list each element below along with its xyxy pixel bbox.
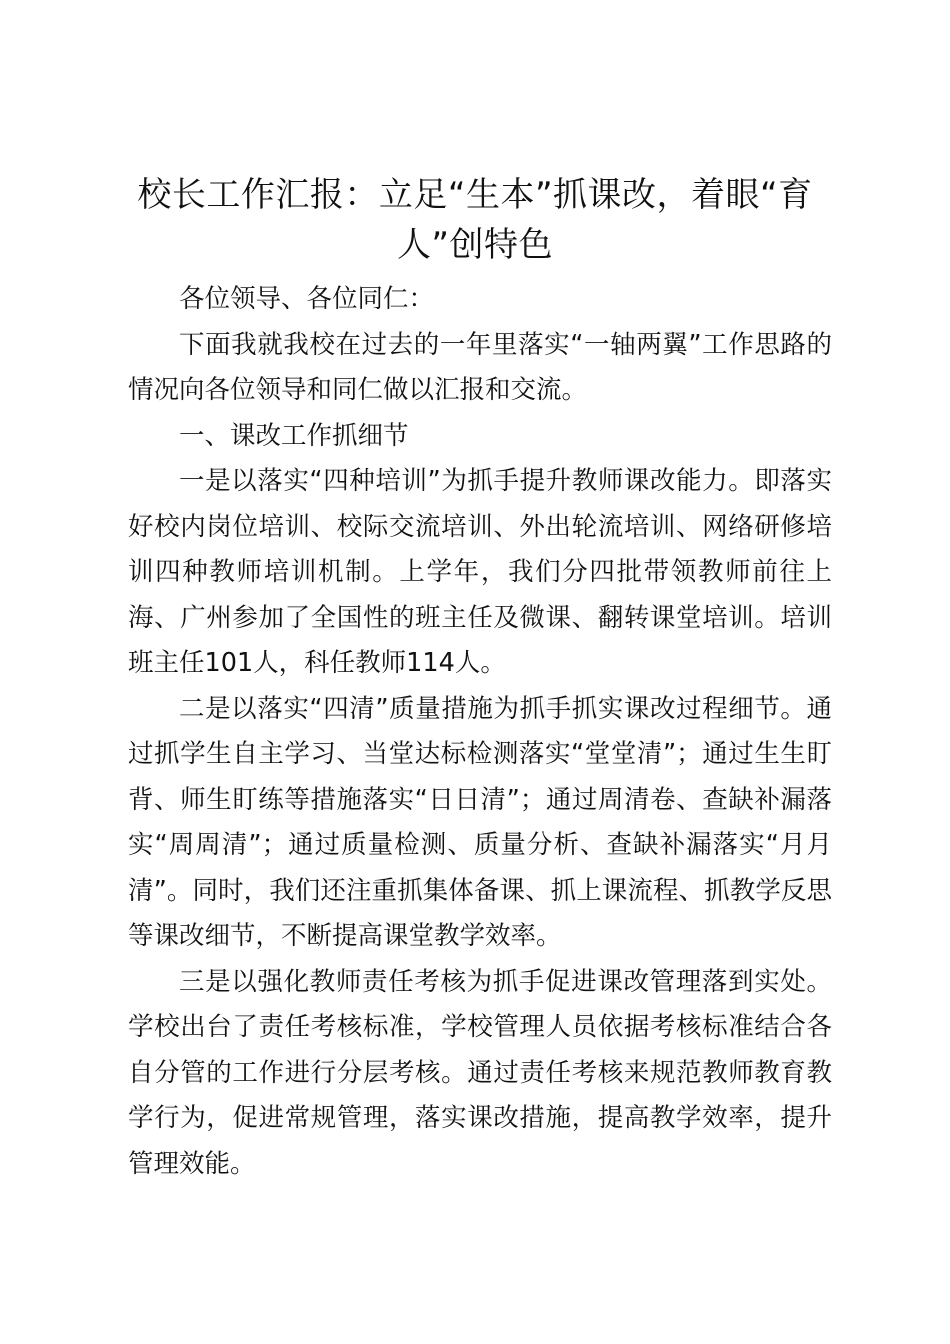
body-paragraph-assessment: 三是以强化教师责任考核为抓手促进课改管理落到实处。学校出台了责任考核标准，学校管理人员依据考核标准结合各自分管的工作进行分层考核。通过责任考核来规范教师教育教学行为，促进常规管理，落实课改措施，提高教学效率，提升管理效能。 [128,966,832,1179]
body-paragraph-training: 一是以落实“四种培训”为抓手提升教师课改能力。即落实好校内岗位培训、校际交流培训、外出轮流培训、网络研修培训四种教师培训机制。上学年，我们分四批带领教师前往上海、广州参加了全国性的班主任及微课、翻转课堂培训。培训班主任101人，科任教师114人。 [128,466,832,678]
section-heading: 一、课改工作抓细节 [179,420,409,451]
body-paragraph-quality: 二是以落实“四清”质量措施为抓手抓实课改过程细节。通过抓学生自主学习、当堂达标检测落实“堂堂清”；通过生生盯背、师生盯练等措施落实“日日清”；通过周清卷、查缺补漏落实“周周清”；通过质量检测、质量分析、查缺补漏落实“月月清”。同时，我们还注重抓集体备课、抓上课流程、抓教学反思等课改细节，不断提高课堂教学效率。 [128,693,832,951]
intro-paragraph: 下面我就我校在过去的一年里落实“一轴两翼”工作思路的情况向各位领导和同仁做以汇报和交流。 [128,329,832,405]
salutation-paragraph: 各位领导、各位同仁： [179,284,435,314]
document-title: 校长工作汇报：立足“生本”抓课改，着眼“育人”创特色 [137,175,813,265]
document-body [128,277,832,1187]
